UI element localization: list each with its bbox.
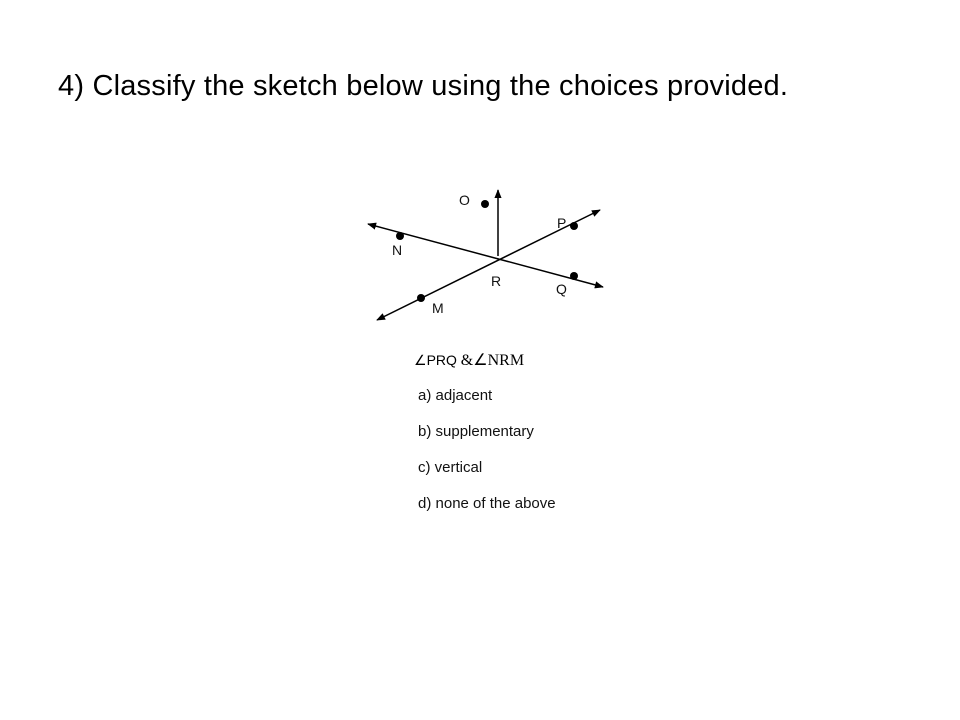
point-p-dot [570,222,578,230]
label-m: M [432,300,444,316]
choice-a: a) adjacent [418,387,493,404]
choice-d: d) none of the above [418,495,556,512]
point-n-dot [396,232,404,240]
angle-symbol-2: ∠ [473,352,488,369]
angle-nrm: NRM [487,352,525,369]
label-r: R [491,273,502,289]
label-p: P [557,215,567,231]
label-o: O [459,192,470,208]
line-mp [377,210,600,320]
angle-conjunction: & [460,352,474,369]
angle-symbol-1: ∠ [414,352,427,368]
question-title: 4) Classify the sketch below using the choices provided. [58,70,789,102]
point-q-dot [570,272,578,280]
label-q: Q [556,281,567,297]
angle-pair [414,350,524,370]
choice-c: c) vertical [418,459,483,476]
label-n: N [392,242,403,258]
point-m-dot [417,294,425,302]
point-o-dot [481,200,489,208]
choice-b: b) supplementary [418,423,534,440]
angle-prq: PRQ [426,352,457,368]
line-nq [368,224,603,287]
